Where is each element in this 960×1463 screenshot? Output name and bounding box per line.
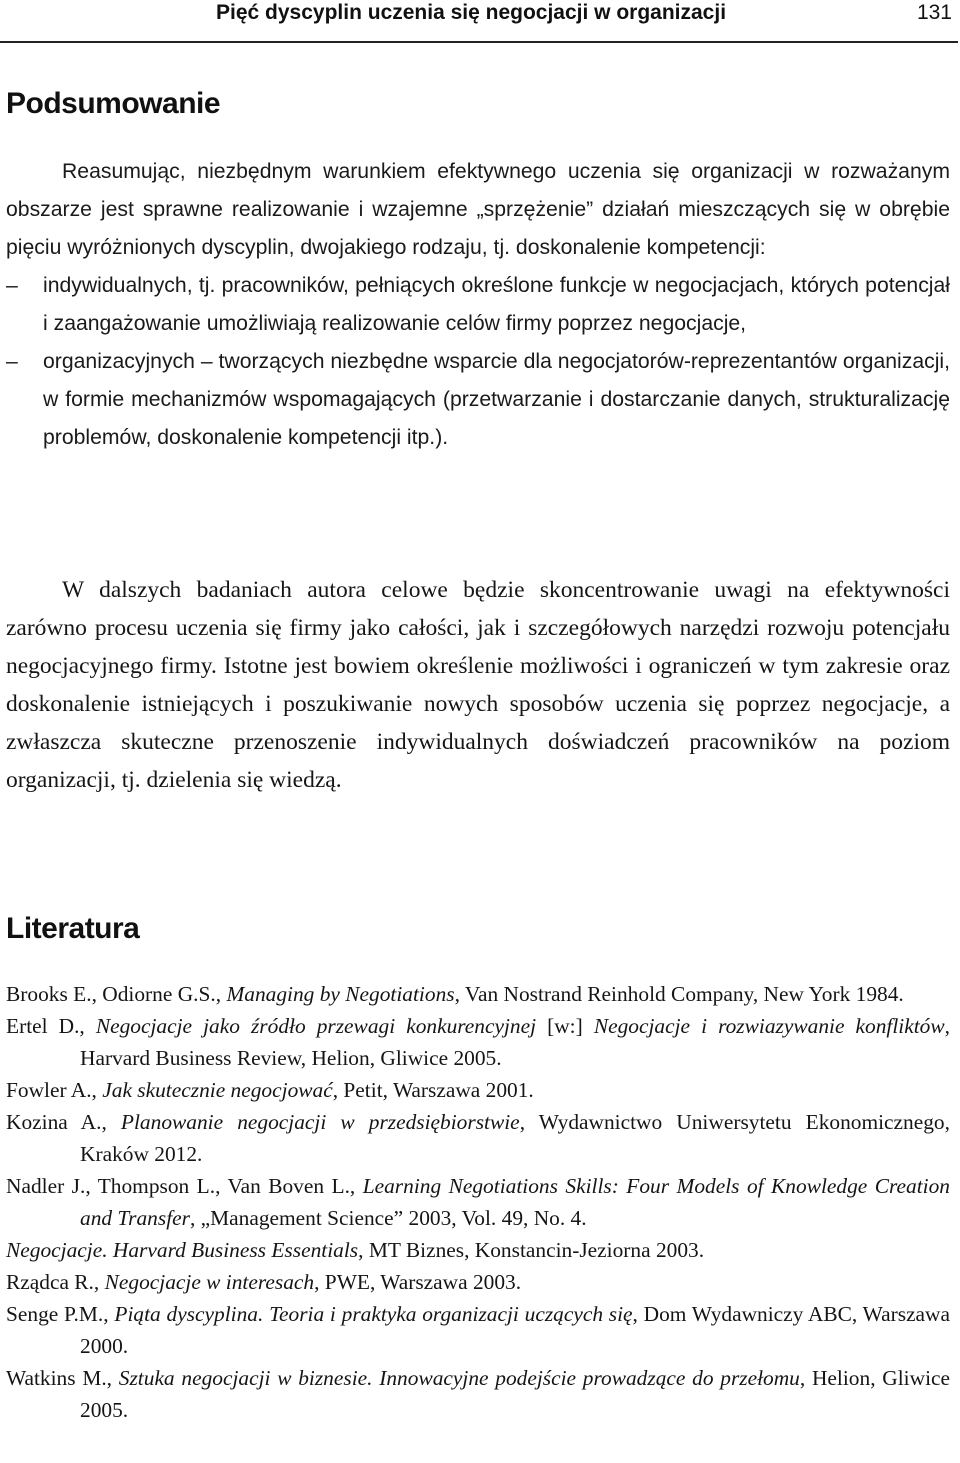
header-rule bbox=[0, 41, 958, 43]
running-header bbox=[6, 0, 952, 26]
running-title: Pięć dyscyplin uczenia się negocjacji w organizacji bbox=[216, 1, 727, 24]
bibliography-entry: Ertel D., Negocjacje jako źródło przewagi konkurencyjnej [w:] Negocjacje i rozwiazywanie konfliktów, Harvard Business Review, Helion, Gliwice 2005. bbox=[6, 1014, 950, 1070]
dash-bullet: – bbox=[6, 350, 18, 373]
bibliography-entry: Watkins M., Sztuka negocjacji w biznesie. Innowacyjne podejście prowadzące do przełomu, Helion, Gliwice 2005. bbox=[6, 1366, 951, 1422]
bibliography-entry: Brooks E., Odiorne G.S., Managing by Negotiations, Van Nostrand Reinhold Company, New York 1984. bbox=[6, 982, 904, 1006]
bibliography-entry: Fowler A., Jak skutecznie negocjować, Petit, Warszawa 2001. bbox=[6, 1078, 534, 1102]
bibliography-entry: Nadler J., Thompson L., Van Boven L., Learning Negotiations Skills: Four Models of Knowledge Creation and Transfer, „Management Science” 2003, Vol. 49, No. 4. bbox=[6, 1174, 950, 1230]
list-item bbox=[6, 267, 950, 343]
section-heading-summary: Podsumowanie bbox=[6, 87, 221, 120]
dash-bullet: – bbox=[6, 274, 18, 297]
section-heading-literature: Literatura bbox=[6, 912, 140, 945]
list-item-text: indywidualnych, tj. pracowników, pełniących określone funkcje w negocjacjach, których potencjał i zaangażowanie umożliwiają realizowanie celów firmy poprzez negocjacje, bbox=[43, 274, 950, 335]
summary-body bbox=[6, 153, 950, 457]
bibliography-list bbox=[6, 978, 950, 1426]
bibliography-entry: Negocjacje. Harvard Business Essentials, MT Biznes, Konstancin-Jeziorna 2003. bbox=[6, 1238, 705, 1262]
bibliography-entry: Rządca R., Negocjacje w interesach, PWE, Warszawa 2003. bbox=[6, 1270, 522, 1294]
summary-intro-paragraph: Reasumując, niezbędnym warunkiem efektywnego uczenia się organizacji w rozważanym obszarze jest sprawne realizowanie i wzajemne „sprzężenie” działań mieszczących się w obrębie pięciu wyróżnionych dyscyplin, dwojakiego rodzaju, tj. doskonalenie kompetencji: bbox=[6, 160, 950, 259]
summary-conclusion-paragraph: W dalszych badaniach autora celowe będzie skoncentrowanie uwagi na efektywności zarówno procesu uczenia się firmy jako całości, jak i szczegółowych narzędzi rozwoju potencjału negocjacyjnego firmy. Istotne jest bowiem określenie możliwości i ograniczeń w tym zakresie oraz doskonalenie istniejących i poszukiwanie nowych sposobów uczenia się poprzez negocjacje, a zwłaszcza skuteczne przenoszenie indywidualnych doświadczeń pracowników na poziom organizacji, tj. dzielenia się wiedzą. bbox=[6, 577, 950, 793]
bibliography-entry: Senge P.M., Piąta dyscyplina. Teoria i praktyka organizacji uczących się, Dom Wydawniczy ABC, Warszawa 2000. bbox=[6, 1302, 950, 1358]
list-item-text: organizacyjnych – tworzących niezbędne wsparcie dla negocjatorów-reprezentantów organizacji, w formie mechanizmów wspomagających (przetwarzanie i dostarczanie danych, strukturalizację problemów, doskonalenie kompetencji itp.). bbox=[43, 350, 950, 449]
list-item bbox=[6, 343, 950, 457]
page-number: 131 bbox=[916, 1, 952, 24]
bibliography-entry: Kozina A., Planowanie negocjacji w przedsiębiorstwie, Wydawnictwo Uniwersytetu Ekonomicznego, Kraków 2012. bbox=[6, 1110, 950, 1166]
